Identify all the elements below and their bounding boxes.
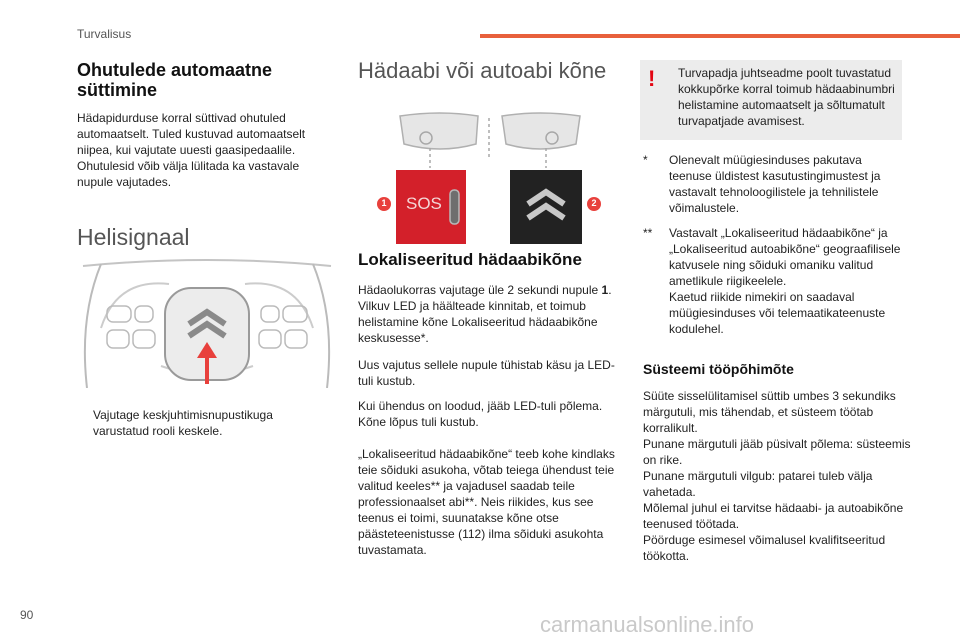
header-accent-bar — [480, 34, 960, 38]
sos-label: SOS — [406, 194, 442, 213]
warning-icon: ! — [648, 66, 656, 91]
lights-title: Ohutulede automaatne süttimine — [77, 60, 273, 100]
system-line: Süüte sisselülitamisel süttib umbes 3 sekundiks märgutuli, mis tähendab, et süsteem töötab korralikult. — [643, 389, 896, 435]
warning-text: Turvapadja juhtseadme poolt tuvastatud kokkupõrke korral toimub hädaabinumbri helistamine automaatselt ja sõltumatult turvapatjade avamisest. — [678, 66, 895, 128]
watermark: carmanualsonline.info — [540, 612, 755, 637]
localized-call-p2: Uus vajutus sellele nupule tühistab käsu ja LED-tuli kustub. — [358, 358, 615, 388]
localized-call-title: Lokaliseeritud hädaabikõne — [358, 250, 582, 269]
lights-text: Hädapidurduse korral süttivad ohutuled automaatselt. Tuled kustuvad automaatselt niipea, kui vajutate uuesti gaasipedaalile. Ohutulesid võib välja lülitada ka vastavale nupule vajutades. — [77, 111, 306, 189]
system-line: Punane märgutuli jääb püsivalt põlema: süsteemis on rike. — [643, 437, 911, 467]
p1-button-ref: 1 — [601, 283, 609, 297]
callout-1: 1 — [381, 198, 387, 208]
localized-call-p4: „Lokaliseeritud hädaabikõne“ teeb kohe kindlaks teie sõiduki asukoha, võtab teiega ühendust teie valitud keeles** ja vajadusel saadab teile professionaalset abi**. Neis riikides, kus see teenus ei toimi, suunatakse kõne otse päästeteenistusse (112) ilma sõiduki asukohta tuvastamata. — [358, 447, 615, 557]
horn-instruction — [77, 407, 307, 439]
footnote-2-text: Vastavalt „Lokaliseeritud hädaabikõne“ ja „Lokaliseeritud autoabikõne“ geograafilisele katvusele ning sõiduki omaniku valitud ametlikule riigikeelele. — [669, 226, 901, 288]
section-label: Turvalisus — [77, 27, 132, 41]
p1-text-after: . Vilkuv LED ja häälteade kinnitab, et toimub helistamine kõne Lokaliseeritud hädaabikõne keskusesse*. — [358, 283, 612, 345]
callout-2: 2 — [591, 198, 597, 208]
footnote-1 — [643, 152, 905, 216]
sos-button-illustration — [370, 104, 610, 248]
footnote-1-text: Olenevalt müügiesinduses pakutava teenuse üldistest kasutustingimustest ja vastavalt tehnoloogilistele ja tehnilistele võimalustele. — [669, 153, 881, 215]
system-line: Punane märgutuli vilgub: patarei tuleb välja vahetada. — [643, 469, 873, 499]
footnote-2-text-2: Kaetud riikide nimekiri on saadaval müügiesinduses või telemaatikateenuste kodulehel. — [669, 290, 886, 336]
footnote-1-mark: * — [643, 153, 648, 167]
warning-box — [640, 60, 902, 140]
system-description — [643, 388, 911, 564]
horn-title: Helisignaal — [77, 224, 190, 250]
emergency-title: Hädaabi või autoabi kõne — [358, 58, 607, 83]
horn-instruction-text: Vajutage keskjuhtimisnupustikuga varustatud rooli keskele. — [93, 408, 273, 438]
system-title: Süsteemi tööpõhimõte — [643, 361, 794, 377]
footnote-2-mark: ** — [643, 226, 653, 240]
footnote-2 — [643, 225, 905, 337]
steering-wheel-illustration — [77, 258, 337, 388]
system-line: Pöörduge esimesel võimalusel kvalifitseeritud töökotta. — [643, 533, 886, 563]
page-number: 90 — [20, 608, 34, 622]
localized-call-p3: Kui ühendus on loodud, jääb LED-tuli põlema. Kõne lõpus tuli kustub. — [358, 399, 603, 429]
system-line: Mõlemal juhul ei tarvitse hädaabi- ja autoabikõne teenused töötada. — [643, 501, 904, 531]
localized-call-p1 — [358, 282, 620, 346]
p1-text-before: Hädaolukorras vajutage üle 2 sekundi nupule — [358, 283, 602, 297]
